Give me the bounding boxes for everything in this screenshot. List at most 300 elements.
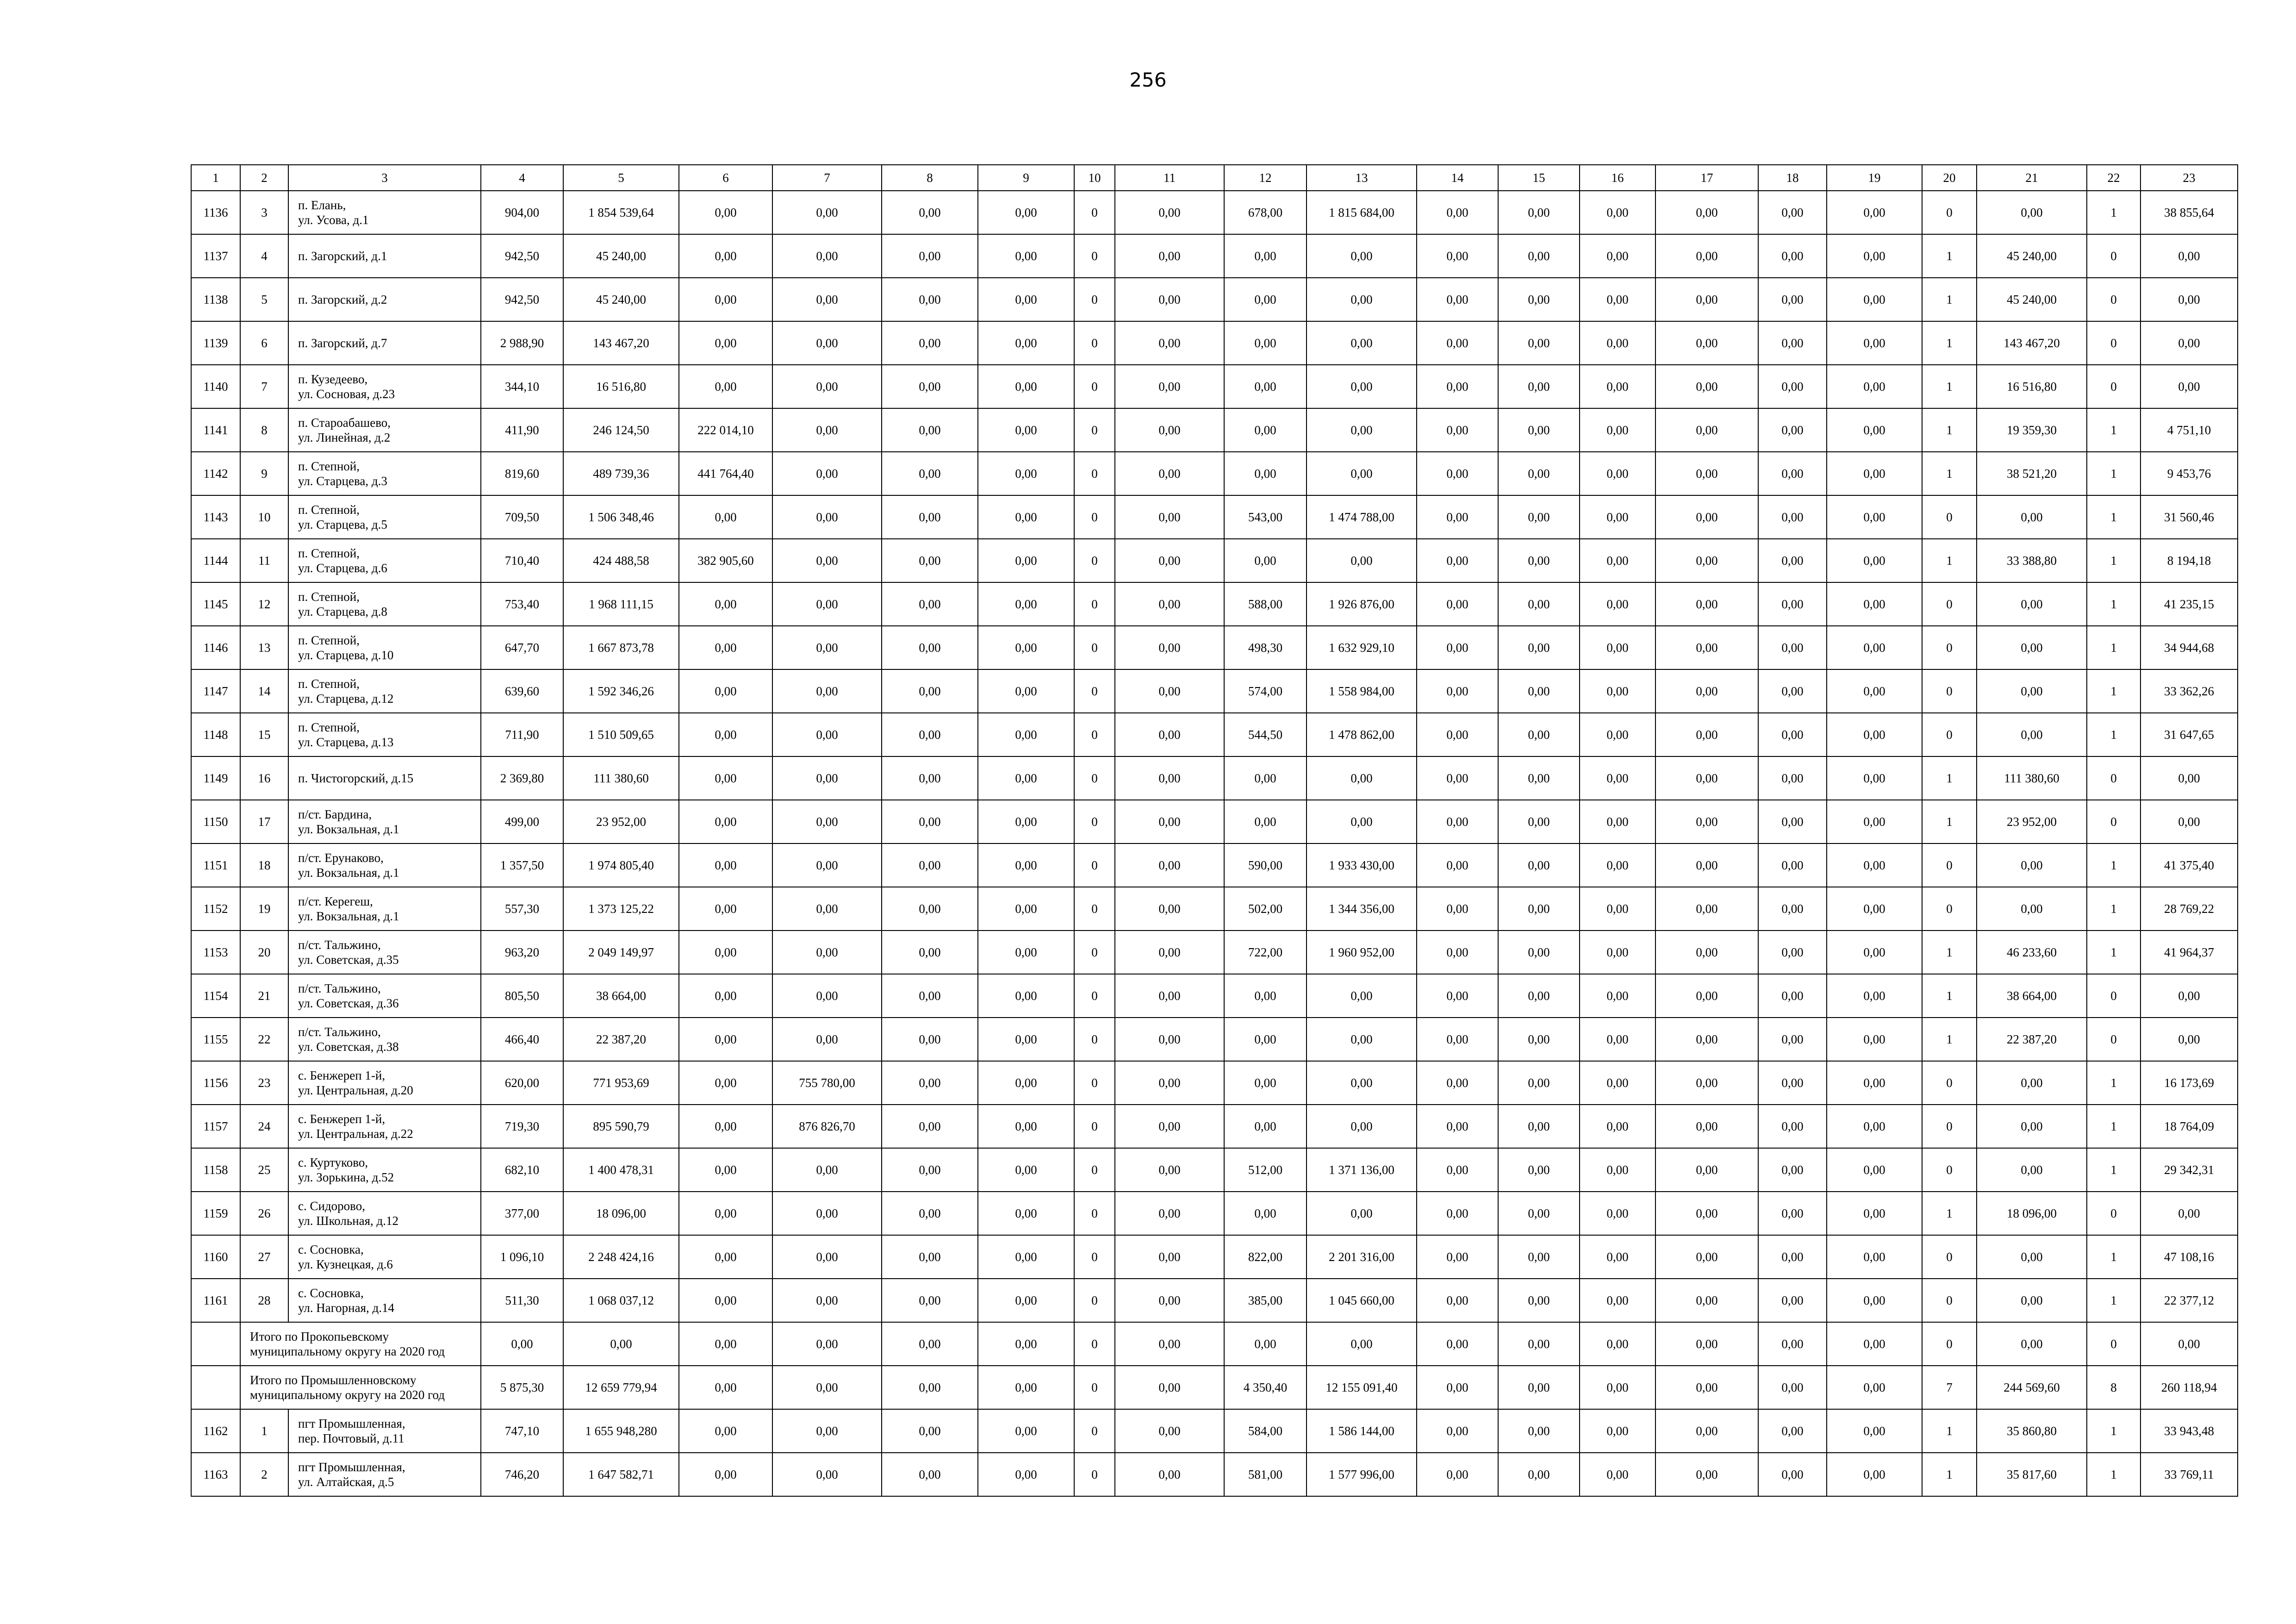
table-cell: 0,00	[1498, 1192, 1580, 1235]
table-cell: 0,00	[679, 931, 772, 974]
table-cell: 1	[1922, 1453, 1977, 1496]
table-cell: 1	[2087, 1409, 2140, 1453]
table-cell: 0	[1074, 321, 1115, 365]
table-cell: 0,00	[1580, 321, 1655, 365]
table-cell: 0,00	[679, 1148, 772, 1192]
table-cell: 0,00	[1758, 191, 1827, 234]
table-cell: 16	[240, 756, 288, 800]
table-cell: 0,00	[1417, 365, 1498, 408]
table-cell: 0,00	[1115, 495, 1224, 539]
table-cell: 499,00	[481, 800, 563, 843]
table-cell: 1160	[191, 1235, 240, 1279]
table-cell: 38 664,00	[1977, 974, 2087, 1018]
table-cell: 0	[1074, 974, 1115, 1018]
table-cell: 0,00	[772, 1148, 882, 1192]
address-cell: п/ст. Ерунаково, ул. Вокзальная, д.1	[288, 843, 481, 887]
table-cell: 38 664,00	[563, 974, 679, 1018]
table-cell: 0,00	[1655, 843, 1758, 887]
table-cell: 0,00	[1498, 365, 1580, 408]
total-cell: 0,00	[1417, 1366, 1498, 1409]
table-cell: 0,00	[772, 1192, 882, 1235]
table-cell: 38 855,64	[2140, 191, 2238, 234]
table-cell: 0,00	[1498, 408, 1580, 452]
table-cell: 678,00	[1224, 191, 1307, 234]
table-cell: 22 387,20	[563, 1018, 679, 1061]
table-cell: 1144	[191, 539, 240, 582]
table-cell: 0,00	[772, 321, 882, 365]
table-cell: 639,60	[481, 669, 563, 713]
table-cell: 0,00	[1224, 756, 1307, 800]
table-cell: 26	[240, 1192, 288, 1235]
table-cell: 14	[240, 669, 288, 713]
table-cell: 876 826,70	[772, 1105, 882, 1148]
table-cell: 620,00	[481, 1061, 563, 1105]
table-cell: 0,00	[1498, 234, 1580, 278]
column-header-21: 21	[1977, 165, 2087, 191]
table-cell: 0,00	[1115, 582, 1224, 626]
table-cell: 1 655 948,280	[563, 1409, 679, 1453]
table-cell: 0,00	[1224, 234, 1307, 278]
table-cell: 0,00	[1827, 1453, 1922, 1496]
table-cell: 0,00	[1655, 1409, 1758, 1453]
column-header-10: 10	[1074, 165, 1115, 191]
table-cell: 0,00	[1115, 1235, 1224, 1279]
table-cell: 0,00	[1827, 191, 1922, 234]
table-cell: 0,00	[978, 887, 1074, 931]
table-cell: 18 096,00	[1977, 1192, 2087, 1235]
column-header-12: 12	[1224, 165, 1307, 191]
table-cell: 0,00	[882, 408, 978, 452]
column-header-20: 20	[1922, 165, 1977, 191]
column-header-18: 18	[1758, 165, 1827, 191]
table-cell: 0,00	[1224, 539, 1307, 582]
table-cell: 0,00	[1827, 1409, 1922, 1453]
table-cell: 0,00	[1417, 669, 1498, 713]
table-row	[191, 1148, 2238, 1192]
table-cell: 1 592 346,26	[563, 669, 679, 713]
table-cell: 0,00	[1115, 1409, 1224, 1453]
table-cell: 1 854 539,64	[563, 191, 679, 234]
total-cell: 0	[1074, 1322, 1115, 1366]
table-cell: 0,00	[1827, 756, 1922, 800]
table-cell: 0,00	[1115, 278, 1224, 321]
table-cell: 0,00	[1498, 1235, 1580, 1279]
table-cell: 904,00	[481, 191, 563, 234]
table-cell: 0,00	[1498, 626, 1580, 669]
table-cell: 0,00	[882, 887, 978, 931]
column-header-22: 22	[2087, 165, 2140, 191]
table-cell: 0,00	[679, 626, 772, 669]
table-cell: 0,00	[1827, 800, 1922, 843]
table-cell: 1 586 144,00	[1307, 1409, 1417, 1453]
address-cell: пгт Промышленная, пер. Почтовый, д.11	[288, 1409, 481, 1453]
table-cell: 0	[2087, 321, 2140, 365]
address-cell: п. Степной, ул. Старцева, д.13	[288, 713, 481, 756]
total-cell: 0,00	[1827, 1322, 1922, 1366]
table-cell: 0,00	[1417, 1235, 1498, 1279]
table-cell: 0,00	[1224, 1018, 1307, 1061]
table-cell: 0,00	[1417, 756, 1498, 800]
table-cell: 3	[240, 191, 288, 234]
table-cell: 0,00	[1417, 234, 1498, 278]
table-cell: 0,00	[772, 1018, 882, 1061]
table-cell: 0,00	[1758, 1105, 1827, 1148]
table-cell: 0,00	[1498, 321, 1580, 365]
total-cell: 12 155 091,40	[1307, 1366, 1417, 1409]
table-cell: 0,00	[1115, 843, 1224, 887]
table-cell: 0,00	[679, 887, 772, 931]
table-cell: 0,00	[1115, 1105, 1224, 1148]
table-cell: 0,00	[1115, 974, 1224, 1018]
table-cell: 143 467,20	[1977, 321, 2087, 365]
table-cell: 0,00	[1827, 452, 1922, 495]
address-cell: п. Староабашево, ул. Линейная, д.2	[288, 408, 481, 452]
table-cell: 0,00	[1115, 626, 1224, 669]
table-cell: 0	[2087, 1018, 2140, 1061]
table-cell: 1 357,50	[481, 843, 563, 887]
table-cell: 0	[1922, 669, 1977, 713]
table-cell: 0	[2087, 1192, 2140, 1235]
table-cell: 0,00	[1498, 1105, 1580, 1148]
table-cell: 16 516,80	[1977, 365, 2087, 408]
table-cell: 31 560,46	[2140, 495, 2238, 539]
table-cell: 1 096,10	[481, 1235, 563, 1279]
table-cell: 0,00	[1115, 1018, 1224, 1061]
table-cell: 1 647 582,71	[563, 1453, 679, 1496]
table-cell: 0,00	[882, 800, 978, 843]
table-cell: 0,00	[1655, 756, 1758, 800]
table-cell: 0,00	[679, 582, 772, 626]
table-cell: 0,00	[978, 756, 1074, 800]
total-cell: 0,00	[1977, 1322, 2087, 1366]
table-cell: 0,00	[1115, 408, 1224, 452]
table-cell: 0,00	[1115, 1061, 1224, 1105]
table-cell: 0,00	[2140, 1018, 2238, 1061]
table-row	[191, 669, 2238, 713]
table-cell: 0	[1922, 1148, 1977, 1192]
total-cell: 0,00	[1580, 1366, 1655, 1409]
table-cell: 0,00	[978, 191, 1074, 234]
table-cell: 0,00	[882, 626, 978, 669]
table-cell: 0,00	[882, 1453, 978, 1496]
table-cell: 0,00	[772, 800, 882, 843]
table-cell: 0,00	[1827, 713, 1922, 756]
table-cell: 1	[2087, 1105, 2140, 1148]
table-cell: 0,00	[1498, 756, 1580, 800]
table-cell: 0,00	[772, 626, 882, 669]
table-cell: 0,00	[772, 1409, 882, 1453]
table-cell: 771 953,69	[563, 1061, 679, 1105]
table-cell: 543,00	[1224, 495, 1307, 539]
table-cell: 41 964,37	[2140, 931, 2238, 974]
table-cell: 24	[240, 1105, 288, 1148]
table-cell: 47 108,16	[2140, 1235, 2238, 1279]
table-cell: 0,00	[1498, 452, 1580, 495]
table-cell: 0	[1074, 1192, 1115, 1235]
table-cell: 1	[1922, 321, 1977, 365]
table-cell: 1	[2087, 408, 2140, 452]
table-cell: 16 516,80	[563, 365, 679, 408]
table-cell: 0,00	[1655, 1279, 1758, 1322]
table-cell: 0,00	[1498, 1279, 1580, 1322]
table-cell: 0,00	[978, 1018, 1074, 1061]
table-cell: 0,00	[772, 234, 882, 278]
table-cell: 0,00	[978, 278, 1074, 321]
table-cell: 22 377,12	[2140, 1279, 2238, 1322]
table-cell: 0,00	[882, 931, 978, 974]
table-cell: 0	[1074, 887, 1115, 931]
table-cell: 1	[1922, 1018, 1977, 1061]
total-cell: 0,00	[563, 1322, 679, 1366]
table-cell: 111 380,60	[1977, 756, 2087, 800]
table-cell: 0,00	[1417, 1061, 1498, 1105]
table-cell: 0,00	[1580, 669, 1655, 713]
table-cell: 0,00	[1498, 1409, 1580, 1453]
page-number: 256	[1129, 69, 1167, 91]
table-cell: 0,00	[1498, 713, 1580, 756]
table-cell: 0,00	[1115, 1148, 1224, 1192]
total-cell: 260 118,94	[2140, 1366, 2238, 1409]
table-cell: 0,00	[1498, 191, 1580, 234]
table-cell: 0,00	[1758, 974, 1827, 1018]
table-cell: 0,00	[1224, 408, 1307, 452]
table-cell: 0,00	[978, 495, 1074, 539]
table-cell: 0,00	[1580, 1105, 1655, 1148]
column-header-11: 11	[1115, 165, 1224, 191]
table-cell: 0,00	[772, 1235, 882, 1279]
table-cell: 0,00	[1758, 365, 1827, 408]
table-cell: 0,00	[1115, 800, 1224, 843]
table-cell: 0,00	[1580, 408, 1655, 452]
address-cell: п/ст. Тальжино, ул. Советская, д.35	[288, 931, 481, 974]
table-cell: 0,00	[978, 452, 1074, 495]
table-cell: 0,00	[1655, 713, 1758, 756]
table-cell: 1 632 929,10	[1307, 626, 1417, 669]
table-cell: 0,00	[1758, 1148, 1827, 1192]
table-cell: 0,00	[1417, 1018, 1498, 1061]
table-cell: 0,00	[772, 669, 882, 713]
table-cell: 35 817,60	[1977, 1453, 2087, 1496]
table-cell: 0,00	[679, 800, 772, 843]
table-cell: 1162	[191, 1409, 240, 1453]
table-cell: 0,00	[2140, 278, 2238, 321]
table-cell: 0,00	[2140, 365, 2238, 408]
table-cell: 0,00	[1580, 626, 1655, 669]
table-cell: 1	[1922, 1192, 1977, 1235]
table-cell: 557,30	[481, 887, 563, 931]
address-cell: п. Степной, ул. Старцева, д.6	[288, 539, 481, 582]
table-cell: 19	[240, 887, 288, 931]
total-cell: 0,00	[1758, 1322, 1827, 1366]
table-cell: 0	[2087, 800, 2140, 843]
table-cell: 1	[2087, 843, 2140, 887]
table-row	[191, 1235, 2238, 1279]
table-cell: 246 124,50	[563, 408, 679, 452]
table-cell: 1	[2087, 713, 2140, 756]
table-cell: 0,00	[1758, 495, 1827, 539]
table-cell: 1152	[191, 887, 240, 931]
table-cell: 1 960 952,00	[1307, 931, 1417, 974]
table-cell: 0,00	[1417, 452, 1498, 495]
table-cell: 0,00	[882, 843, 978, 887]
table-cell: 0,00	[1115, 191, 1224, 234]
table-cell: 18 096,00	[563, 1192, 679, 1235]
table-cell: 0,00	[1115, 887, 1224, 931]
table-cell: 0,00	[1655, 234, 1758, 278]
table-row	[191, 582, 2238, 626]
table-cell: 0,00	[978, 539, 1074, 582]
table-cell: 0,00	[1827, 1235, 1922, 1279]
table-cell: 0,00	[1580, 713, 1655, 756]
table-cell: 1 045 660,00	[1307, 1279, 1417, 1322]
table-cell: 2 369,80	[481, 756, 563, 800]
address-cell: с. Сосновка, ул. Нагорная, д.14	[288, 1279, 481, 1322]
table-cell: 0	[1074, 408, 1115, 452]
table-cell: 0	[1074, 1061, 1115, 1105]
table-cell: 0,00	[1655, 931, 1758, 974]
table-cell: 18 764,09	[2140, 1105, 2238, 1148]
table-cell: 33 362,26	[2140, 669, 2238, 713]
table-cell: 0,00	[1580, 843, 1655, 887]
table-cell: 0,00	[882, 365, 978, 408]
table-cell: 0	[1074, 1453, 1115, 1496]
table-cell: 0,00	[1224, 321, 1307, 365]
table-cell: 1	[2087, 626, 2140, 669]
table-cell: 0	[1074, 1279, 1115, 1322]
table-cell: 574,00	[1224, 669, 1307, 713]
table-cell: 1 667 873,78	[563, 626, 679, 669]
table-cell: 0,00	[1307, 321, 1417, 365]
table-cell: 0,00	[1655, 365, 1758, 408]
table-cell: 33 388,80	[1977, 539, 2087, 582]
table-cell: 8	[240, 408, 288, 452]
table-cell: 20	[240, 931, 288, 974]
address-cell: п. Кузедеево, ул. Сосновая, д.23	[288, 365, 481, 408]
table-cell: 0,00	[1758, 1235, 1827, 1279]
table-cell: 1	[2087, 1279, 2140, 1322]
address-cell: п. Загорский, д.2	[288, 278, 481, 321]
table-cell: 0,00	[978, 1453, 1074, 1496]
table-cell: 0,00	[1417, 1148, 1498, 1192]
table-cell: 1	[2087, 191, 2140, 234]
total-cell: 4 350,40	[1224, 1366, 1307, 1409]
table-cell: 1154	[191, 974, 240, 1018]
table-cell: 0,00	[1758, 1061, 1827, 1105]
table-cell: 0,00	[882, 669, 978, 713]
table-cell: 0,00	[978, 1105, 1074, 1148]
table-cell: 6	[240, 321, 288, 365]
table-cell: 0	[1074, 713, 1115, 756]
total-row	[191, 1322, 2238, 1366]
column-header-16: 16	[1580, 165, 1655, 191]
table-cell: 0,00	[1224, 365, 1307, 408]
total-cell: 0,00	[1417, 1322, 1498, 1366]
table-cell: 1	[2087, 931, 2140, 974]
table-cell: 0,00	[1827, 1061, 1922, 1105]
table-cell: 0	[1074, 452, 1115, 495]
table-cell: 588,00	[1224, 582, 1307, 626]
table-cell: 15	[240, 713, 288, 756]
table-cell: 0,00	[2140, 321, 2238, 365]
table-cell: 0,00	[978, 931, 1074, 974]
table-cell: 0,00	[1758, 321, 1827, 365]
table-row	[191, 234, 2238, 278]
table-cell: 0,00	[1417, 974, 1498, 1018]
table-cell: 0,00	[1827, 1192, 1922, 1235]
address-cell: п. Загорский, д.1	[288, 234, 481, 278]
table-cell: 1138	[191, 278, 240, 321]
table-cell: 0,00	[978, 365, 1074, 408]
table-cell: 0,00	[1224, 278, 1307, 321]
table-cell: 0,00	[1827, 1018, 1922, 1061]
address-cell: п. Загорский, д.7	[288, 321, 481, 365]
table-cell: 895 590,79	[563, 1105, 679, 1148]
table-cell: 0	[1074, 1235, 1115, 1279]
table-cell: 0	[1074, 931, 1115, 974]
table-cell: 0,00	[1827, 1148, 1922, 1192]
column-header-9: 9	[978, 165, 1074, 191]
table-cell: 805,50	[481, 974, 563, 1018]
table-cell: 1148	[191, 713, 240, 756]
table-cell: 0,00	[1827, 582, 1922, 626]
table-cell: 0,00	[1827, 1105, 1922, 1148]
table-cell: 2 049 149,97	[563, 931, 679, 974]
table-cell: 1	[1922, 234, 1977, 278]
table-row	[191, 365, 2238, 408]
table-cell: 0,00	[1827, 495, 1922, 539]
table-cell: 1151	[191, 843, 240, 887]
address-cell: п/ст. Тальжино, ул. Советская, д.38	[288, 1018, 481, 1061]
table-cell: 1	[1922, 800, 1977, 843]
table-cell: 0,00	[1655, 1061, 1758, 1105]
table-row	[191, 408, 2238, 452]
table-cell: 0,00	[679, 365, 772, 408]
table-cell: 0,00	[1580, 191, 1655, 234]
table-cell: 0,00	[1977, 1148, 2087, 1192]
table-cell: 0,00	[1827, 321, 1922, 365]
table-cell: 590,00	[1224, 843, 1307, 887]
table-cell: 0,00	[978, 843, 1074, 887]
address-cell: п/ст. Керегеш, ул. Вокзальная, д.1	[288, 887, 481, 931]
table-cell: 0,00	[882, 191, 978, 234]
table-cell: 45 240,00	[1977, 278, 2087, 321]
table-cell: 0,00	[1417, 1192, 1498, 1235]
table-cell: 0,00	[882, 1192, 978, 1235]
total-cell: 244 569,60	[1977, 1366, 2087, 1409]
table-cell: 1	[1922, 278, 1977, 321]
total-cell: 0,00	[2140, 1322, 2238, 1366]
table-cell: 0,00	[1115, 321, 1224, 365]
total-cell: 0,00	[882, 1322, 978, 1366]
table-cell: 0,00	[1580, 1018, 1655, 1061]
table-cell: 41 235,15	[2140, 582, 2238, 626]
address-cell: п. Степной, ул. Старцева, д.12	[288, 669, 481, 713]
table-cell: 0,00	[1580, 582, 1655, 626]
table-cell: 0,00	[1827, 974, 1922, 1018]
table-cell: 1157	[191, 1105, 240, 1148]
table-cell: 512,00	[1224, 1148, 1307, 1192]
table-cell: 0,00	[1655, 191, 1758, 234]
table-cell: 0	[1074, 843, 1115, 887]
blank-cell	[191, 1366, 240, 1409]
table-cell: 0,00	[1417, 626, 1498, 669]
table-cell: 0	[2087, 756, 2140, 800]
table-cell: 0,00	[679, 669, 772, 713]
table-cell: 0,00	[1498, 1018, 1580, 1061]
column-header-19: 19	[1827, 165, 1922, 191]
table-cell: 1	[2087, 452, 2140, 495]
table-cell: 1136	[191, 191, 240, 234]
